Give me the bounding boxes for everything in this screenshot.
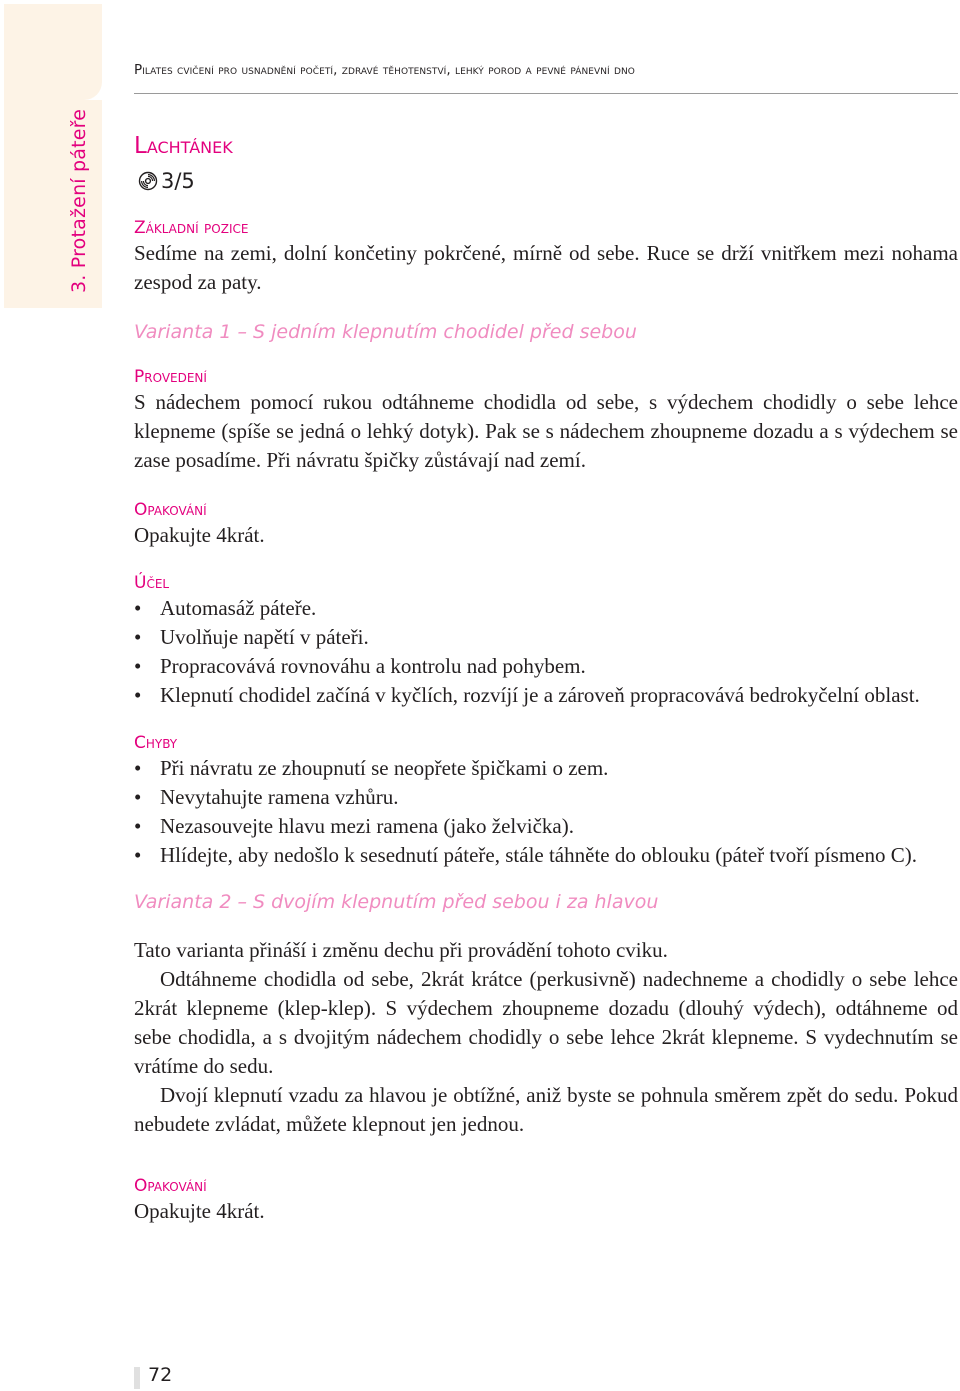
chapter-side-label: 3. Protažení páteře (68, 108, 90, 293)
list-item: • Hlídejte, aby nedošlo k sesednutí páteře, stále táhněte do oblouku (páteř tvoří písmeno C). (134, 843, 917, 867)
purpose-heading: Účel (134, 573, 170, 593)
mistakes-heading: Chyby (134, 733, 178, 753)
track-number: 3/5 (161, 169, 195, 193)
list-item: • Propracovává rovnováhu a kontrolu nad pohybem. (134, 654, 586, 678)
repeat-text: Opakujte 4krát. (134, 523, 265, 547)
execution-text: S nádechem pomocí rukou odtáhneme chodidla od sebe, s výdechem chodidly o sebe lehce klepneme (spíše se jedná o lehký dotyk). Pak se s nádechem zhoupneme dozadu a s výdechem se zase posadíme. Při návratu špičky zůstávají nad zemí. (134, 390, 958, 472)
list-item: • Nevytahujte ramena vzhůru. (134, 785, 399, 809)
mistakes-list (134, 754, 958, 870)
running-header: Pilates cvičení pro usnadnění početí, zdravé těhotenství, lehký porod a pevné pánevní dno (134, 62, 635, 78)
basic-position-heading: Základní pozice (134, 218, 249, 238)
page-number: 72 (148, 1364, 173, 1386)
list-item: • Nezasouvejte hlavu mezi ramena (jako želvička). (134, 814, 574, 838)
variant2-paragraph: Tato varianta přináší i změnu dechu při provádění tohoto cviku. (134, 938, 668, 962)
list-item: • Automasáž páteře. (134, 596, 317, 620)
basic-position-text: Sedíme na zemi, dolní končetiny pokrčené, mírně od sebe. Ruce se drží vnitřkem mezi nohama zespod za paty. (134, 241, 958, 294)
variant2-title: Varianta 2 – S dvojím klepnutím před sebou i za hlavou (134, 891, 659, 913)
footer-bar (134, 1367, 140, 1389)
variant2-repeat-text: Opakujte 4krát. (134, 1199, 265, 1223)
corner-tab (4, 4, 102, 100)
variant2-repeat-heading: Opakování (134, 1176, 207, 1196)
variant1-title: Varianta 1 – S jedním klepnutím chodidel před sebou (134, 321, 637, 343)
purpose-list (134, 594, 958, 710)
variant2-paragraph: Dvojí klepnutí vzadu za hlavou je obtížné, aniž byste se pohnula směrem zpět do sedu. Pokud nebudete zvládat, můžete klepnout jen jednou. (134, 1083, 958, 1136)
exercise-title: Lachtánek (134, 133, 233, 159)
cd-icon (138, 171, 158, 191)
list-item: • Při návratu ze zhoupnutí se neopřete špičkami o zem. (134, 756, 609, 780)
header-rule (134, 93, 958, 94)
list-item: • Uvolňuje napětí v páteři. (134, 625, 369, 649)
track-reference (134, 162, 958, 200)
variant2-paragraph: Odtáhneme chodidla od sebe, 2krát krátce (perkusivně) nadechneme a chodidly o sebe lehce 2krát klepneme (klep-klep). S výdechem zhoupneme dozadu (dlouhý výdech), odtáhneme od sebe chodidla, a s dvojitým nádechem chodidly o sebe lehce 2krát klepneme. S vydechnutím se vrátíme do sedu. (134, 967, 958, 1078)
page-content (134, 130, 958, 1226)
execution-heading: Provedení (134, 367, 207, 387)
repeat-heading: Opakování (134, 500, 207, 520)
list-item: • Klepnutí chodidel začíná v kyčlích, rozvíjí je a zároveň propracovává bedrokyčelní oblast. (134, 683, 920, 707)
